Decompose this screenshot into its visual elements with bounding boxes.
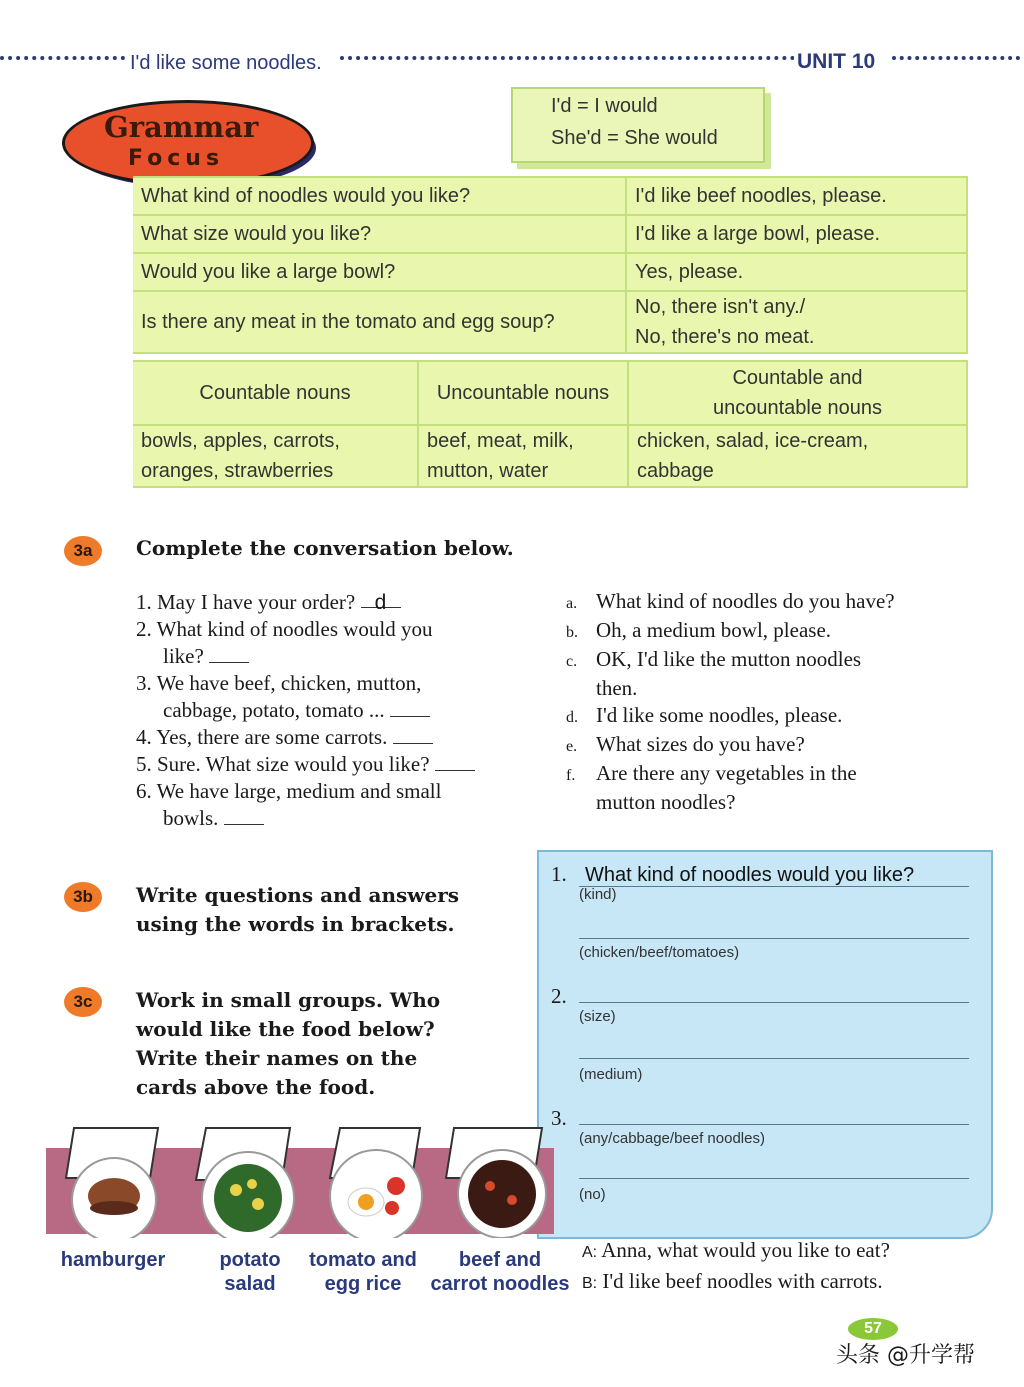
item-text: cabbage, potato, tomato ... bbox=[163, 698, 385, 722]
answer-cell bbox=[626, 291, 967, 353]
grammar-focus-subtitle: Focus bbox=[128, 146, 225, 171]
answer-line: No, there isn't any./ bbox=[635, 296, 806, 318]
food-illustration bbox=[46, 1120, 556, 1238]
cue-no: (no) bbox=[579, 1186, 606, 1203]
table-row bbox=[133, 253, 967, 291]
list-item bbox=[566, 702, 986, 731]
food-label-tomato-egg-rice bbox=[300, 1248, 426, 1296]
contraction-1: I'd = I would bbox=[551, 95, 658, 117]
handwritten-answer: What kind of noodles would you like? bbox=[585, 864, 915, 886]
both-cell bbox=[628, 425, 967, 487]
food-label-line: carrot noodles bbox=[430, 1273, 570, 1295]
answer-line: No, there's no meat. bbox=[635, 326, 815, 348]
item-number: 4. bbox=[136, 725, 152, 749]
item-text: Oh, a medium bowl, please. bbox=[596, 618, 832, 642]
question-cell: What kind of noodles would you like? bbox=[133, 177, 626, 215]
item-number: 5. bbox=[136, 752, 152, 776]
answer-line-4[interactable] bbox=[579, 1058, 969, 1059]
food-label-potato-salad bbox=[200, 1248, 300, 1296]
item-text: then. bbox=[596, 676, 638, 700]
item-text: What kind of noodles would you bbox=[156, 617, 433, 641]
item-text: We have beef, chicken, mutton, bbox=[156, 671, 422, 695]
exercise-3a-left bbox=[136, 589, 536, 832]
speaker-a: A: bbox=[582, 1244, 598, 1261]
contraction-2: She'd = She would bbox=[551, 127, 718, 149]
list-item bbox=[136, 589, 536, 616]
uncountable-cell bbox=[418, 425, 628, 487]
item-text: What sizes do you have? bbox=[596, 732, 805, 756]
item-text: like? bbox=[163, 644, 204, 668]
answer-blank[interactable] bbox=[209, 644, 249, 663]
table-row bbox=[133, 425, 967, 487]
heading-line: Work in small groups. Who bbox=[136, 988, 441, 1012]
list-item bbox=[136, 724, 536, 751]
item-letter: a. bbox=[566, 595, 578, 612]
table-row bbox=[133, 215, 967, 253]
list-item bbox=[566, 731, 986, 760]
cue-any-cabbage-beef-noodles: (any/cabbage/beef noodles) bbox=[579, 1130, 765, 1147]
list-item bbox=[136, 616, 536, 670]
item-number: 6. bbox=[136, 779, 152, 803]
list-item bbox=[136, 778, 536, 832]
answer-blank[interactable] bbox=[435, 752, 475, 771]
item-text: I'd like some noodles, please. bbox=[596, 703, 843, 727]
header-uncountable: Uncountable nouns bbox=[418, 361, 628, 425]
item-number: 3. bbox=[136, 671, 152, 695]
plate-hamburger bbox=[72, 1158, 156, 1238]
header-dots-right bbox=[892, 56, 1020, 60]
grammar-qa-table bbox=[133, 176, 968, 354]
page-number: 57 bbox=[864, 1320, 882, 1337]
heading-line: cards above the food. bbox=[136, 1075, 376, 1099]
food-label-line: beef and bbox=[458, 1249, 542, 1271]
example-dialogue bbox=[582, 1236, 1002, 1298]
noun-line: chicken, salad, ice-cream, bbox=[637, 430, 869, 452]
answer-blank[interactable] bbox=[224, 806, 264, 825]
badge-3a: 3a bbox=[64, 536, 102, 566]
answer-blank[interactable] bbox=[390, 698, 430, 717]
answer-line-6[interactable] bbox=[579, 1178, 969, 1179]
noun-line: oranges, strawberries bbox=[141, 460, 334, 482]
answer-blank[interactable]: d bbox=[361, 589, 401, 608]
item-letter: b. bbox=[566, 624, 578, 641]
dialogue-text: Anna, what would you like to eat? bbox=[601, 1238, 890, 1262]
dialogue-line-a bbox=[582, 1236, 1002, 1267]
cue-kind: (kind) bbox=[579, 886, 617, 903]
question-cell: Would you like a large bowl? bbox=[133, 253, 626, 291]
heading-line: Write questions and answers bbox=[136, 883, 460, 907]
noun-line: bowls, apples, carrots, bbox=[141, 430, 340, 452]
food-label-beef-carrot-noodles bbox=[426, 1248, 574, 1296]
item-number: 1. bbox=[136, 590, 152, 614]
grammar-focus-title: Grammar bbox=[104, 110, 259, 144]
list-item bbox=[136, 670, 536, 724]
badge-3c: 3c bbox=[64, 987, 102, 1017]
speaker-b: B: bbox=[582, 1275, 598, 1292]
header-both bbox=[628, 361, 967, 425]
heading-3a: Complete the conversation below. bbox=[136, 536, 514, 560]
heading-line: using the words in brackets. bbox=[136, 912, 455, 936]
item-text: Yes, there are some carrots. bbox=[156, 725, 388, 749]
answer-line-3[interactable] bbox=[579, 1002, 969, 1003]
food-label-line: egg rice bbox=[324, 1273, 402, 1295]
plate-tomato-egg-rice bbox=[330, 1150, 422, 1238]
item-number: 2. bbox=[136, 617, 152, 641]
heading-line: would like the food below? bbox=[136, 1017, 435, 1041]
list-item bbox=[566, 646, 986, 702]
list-item bbox=[566, 617, 986, 646]
cue-chicken-beef-tomatoes: (chicken/beef/tomatoes) bbox=[579, 944, 740, 961]
answer-cell: I'd like beef noodles, please. bbox=[626, 177, 967, 215]
answer-cell: I'd like a large bowl, please. bbox=[626, 215, 967, 253]
unit-label: UNIT 10 bbox=[794, 50, 878, 74]
noun-line: beef, meat, milk, bbox=[427, 430, 574, 452]
cue-medium: (medium) bbox=[579, 1066, 643, 1083]
answer-blank[interactable] bbox=[393, 725, 433, 744]
item-text: We have large, medium and small bbox=[156, 779, 442, 803]
table-row bbox=[133, 177, 967, 215]
badge-3b: 3b bbox=[64, 882, 102, 912]
item-letter: d. bbox=[566, 709, 578, 726]
list-item bbox=[566, 760, 986, 816]
item-text: OK, I'd like the mutton noodles bbox=[596, 647, 862, 671]
item-text: Sure. What size would you like? bbox=[157, 752, 430, 776]
answer-cell: Yes, please. bbox=[626, 253, 967, 291]
unit-title: I'd like some noodles. bbox=[127, 52, 325, 75]
plate-beef-carrot-noodles bbox=[458, 1150, 546, 1238]
contraction-box bbox=[511, 87, 765, 163]
exercise-3a-right bbox=[566, 588, 986, 816]
food-label-line: potato bbox=[219, 1249, 281, 1271]
list-item bbox=[136, 751, 536, 778]
noun-line: mutton, water bbox=[427, 460, 549, 482]
heading-line: Write their names on the bbox=[136, 1046, 418, 1070]
header-dots-left bbox=[0, 56, 125, 60]
item-text: May I have your order? bbox=[157, 590, 356, 614]
food-label-line: salad bbox=[224, 1273, 276, 1295]
card-number-1: 1. bbox=[551, 862, 567, 886]
question-cell: Is there any meat in the tomato and egg soup? bbox=[133, 291, 626, 353]
dialogue-text: I'd like beef noodles with carrots. bbox=[602, 1269, 883, 1293]
item-text: bowls. bbox=[163, 806, 219, 830]
item-text: What kind of noodles do you have? bbox=[596, 589, 895, 613]
item-text: Are there any vegetables in the bbox=[596, 761, 857, 785]
page-number-badge bbox=[848, 1318, 898, 1340]
header-countable: Countable nouns bbox=[133, 361, 418, 425]
card-number-3: 3. bbox=[551, 1106, 567, 1130]
cue-size: (size) bbox=[579, 1008, 616, 1025]
item-letter: f. bbox=[566, 767, 576, 784]
header-both-line1: Countable and bbox=[732, 367, 863, 389]
header-dots-mid bbox=[340, 56, 795, 60]
item-letter: e. bbox=[566, 738, 578, 755]
heading-3b bbox=[136, 881, 459, 939]
food-label-line: tomato and bbox=[309, 1249, 417, 1271]
heading-3c bbox=[136, 986, 440, 1102]
answer-line-5[interactable] bbox=[579, 1124, 969, 1125]
writing-card bbox=[537, 850, 993, 1239]
plate-potato-salad bbox=[202, 1152, 294, 1238]
header-both-line2: uncountable nouns bbox=[712, 397, 883, 419]
watermark: 头条 @升学帮 bbox=[836, 1343, 975, 1368]
question-cell: What size would you like? bbox=[133, 215, 626, 253]
item-letter: c. bbox=[566, 653, 578, 670]
item-text: mutton noodles? bbox=[596, 790, 736, 814]
table-row bbox=[133, 361, 967, 425]
food-label-line: hamburger bbox=[60, 1249, 166, 1271]
answer-line-2[interactable] bbox=[579, 938, 969, 939]
countable-cell bbox=[133, 425, 418, 487]
dialogue-line-b bbox=[582, 1267, 1002, 1298]
nouns-table bbox=[133, 360, 968, 488]
list-item bbox=[566, 588, 986, 617]
noun-line: cabbage bbox=[637, 460, 714, 482]
food-label-hamburger bbox=[58, 1248, 168, 1272]
answer-line-1[interactable] bbox=[579, 886, 969, 887]
card-number-2: 2. bbox=[551, 984, 567, 1008]
table-row bbox=[133, 291, 967, 353]
